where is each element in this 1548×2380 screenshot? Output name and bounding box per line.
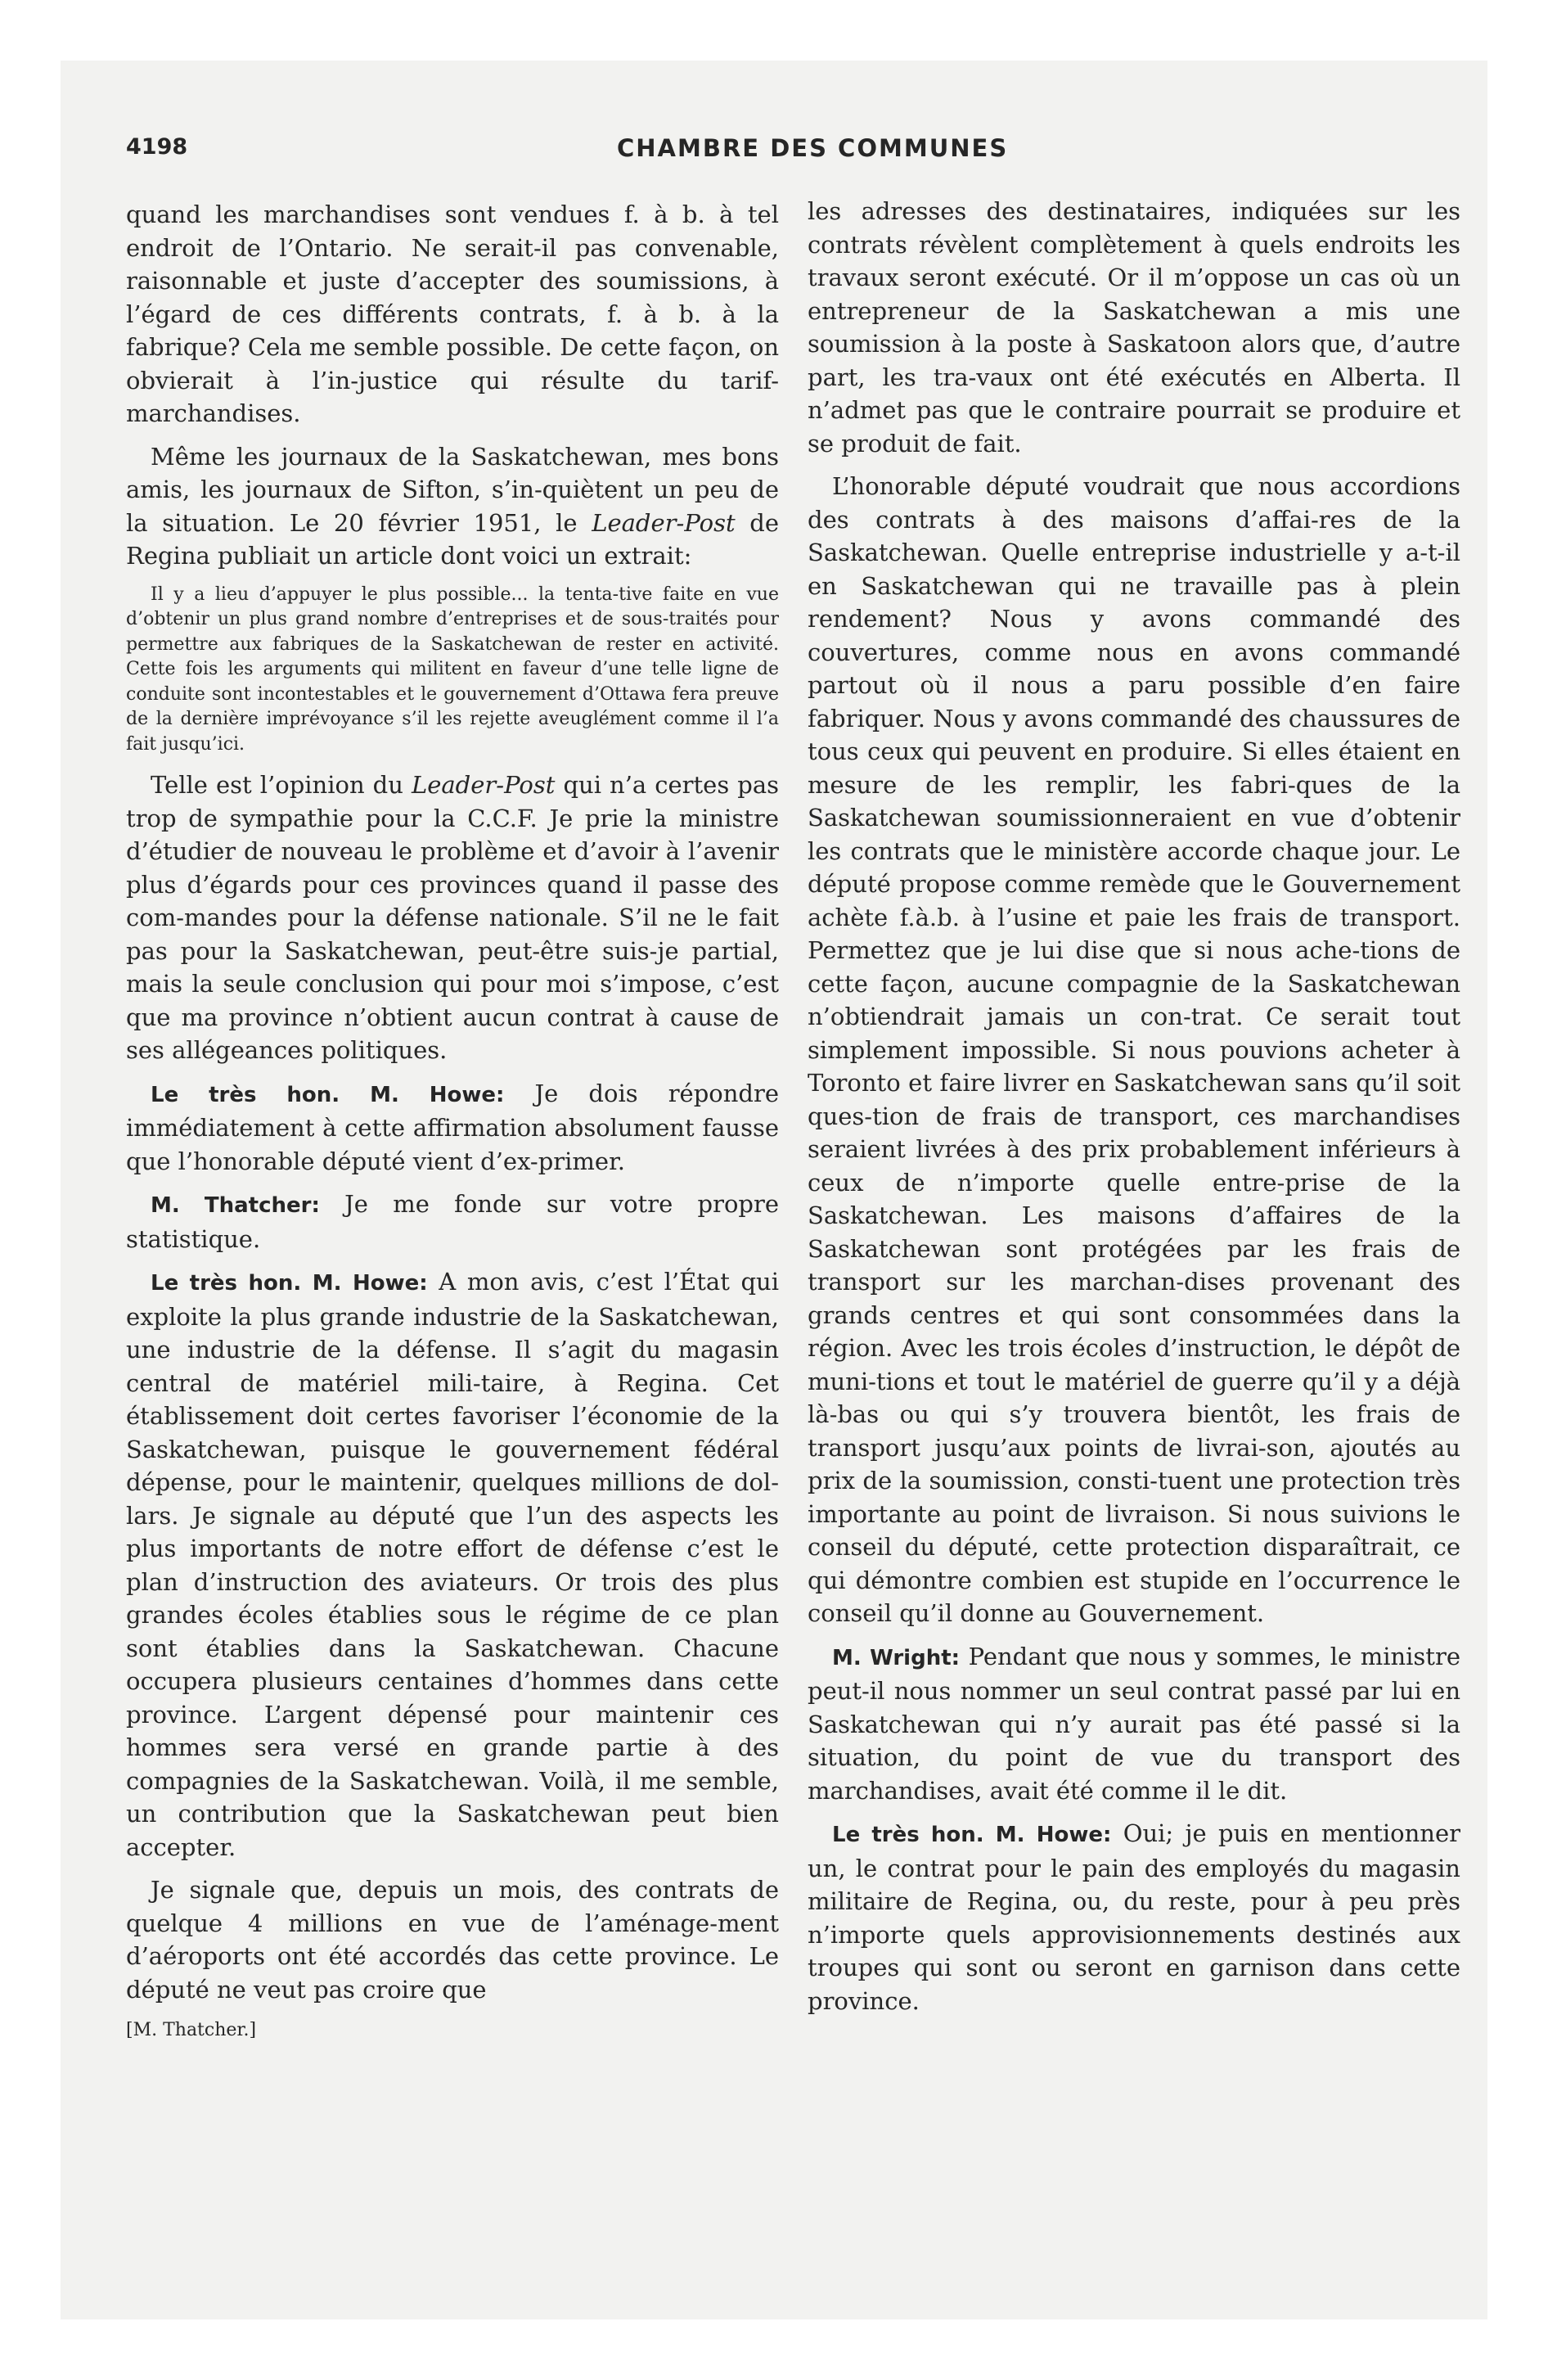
speaker-attribution: [M. Thatcher.] [126,2020,257,2040]
paragraph-text: Même les journaux de la Saskatchewan, mes bons amis, les journaux de Sifton, s’in-quiètent un peu de la situation. Le 20 février 1951, le [126,442,779,537]
newspaper-name: Leader-Post [411,771,556,799]
paragraph-text: Telle est l’opinion du [151,771,412,799]
speech-text: Oui; je puis en mentionner un, le contrat pour le pain des employés du magasin militaire de Regina, ou, du reste, pour à peu près n’importe quels approvisionnements destinés aux troupes qui sont ou seront en garnison dans cette province. [808,1819,1460,2015]
speech-text: Pendant que nous y sommes, le ministre peut-il nous nommer un seul contrat passé par lui en Saskatchewan qui n’y aurait pas été passé si la situation, du point de vue du transport des marchandises, avait été comme il le dit. [808,1642,1460,1805]
running-title: CHAMBRE DES COMMUNES [617,134,1009,162]
speaker-name: Le très hon. M. Howe: [832,1823,1112,1847]
page-number: 4198 [126,134,188,160]
right-column [808,195,1460,2027]
speaker-name: M. Wright: [832,1645,961,1670]
speaker-name: Le très hon. M. Howe: [151,1271,428,1296]
quoted-extract: Il y a lieu d’appuyer le plus possible... la tenta-tive faite en vue d’obtenir un plus grand nombre d’entreprises et de sous-traités pour permettre aux fabriques de la Saskatchewan de rester en activité. Cette fois les arguments qui militent en faveur d’une telle ligne de conduite sont incontestables et le gouvernement d’Ottawa fera preuve de la dernière imprévoyance s’il les rejette aveuglément comme il l’a fait jusqu’ici. [126,584,779,755]
speech [126,1077,779,1179]
paragraph-text: qui n’a certes pas trop de sympathie pour la C.C.F. Je prie la ministre d’étudier de nouveau le problème et d’avoir à l’avenir plus d’égards pour ces provinces quand il passe des com-mandes pour la défense nationale. S’il ne le fait pas pour la Saskatchewan, peut-être suis-je partial, mais la seule conclusion qui pour moi s’impose, c’est que ma province n’obtient aucun contrat à cause de ses allégeances politiques. [126,771,779,1064]
paragraph [126,769,779,1067]
speaker-name: M. Thatcher: [151,1193,320,1218]
newspaper-name: Leader-Post [592,508,736,537]
paragraph: quand les marchandises sont vendues f. à b. à tel endroit de l’Ontario. Ne serait-il pas convenable, raisonnable et juste d’accepter des soumissions, à l’égard de ces différents contrats, f. à b. à la fabrique? Cela me semble possible. De cette façon, on obvierait à l’in-justice qui résulte du tarif-marchandises. [126,201,779,427]
paragraph: Je signale que, depuis un mois, des contrats de quelque 4 millions en vue de l’aménage-ment d’aéroports ont été accordés das cette province. Le député ne veut pas croire que [126,1876,779,2004]
speech [808,1640,1460,1808]
paragraph: L’honorable député voudrait que nous accordions des contrats à des maisons d’affai-res de la Saskatchewan. Quelle entreprise industrielle y a-t-il en Saskatchewan qui ne travaille pas à plein rendement? Nous y avons commandé des couvertures, comme nous en avons commandé partout où il nous a paru possible d’en faire fabriquer. Nous y avons commandé des chaussures de tous ceux qui peuvent en produire. Si elles étaient en mesure de les remplir, les fabri-ques de la Saskatchewan soumissionneraient en vue d’obtenir les contrats que le ministère accorde chaque jour. Le député propose comme remède que le Gouvernement achète f.à.b. à l’usine et paie les frais de transport. Permettez que je lui dise que si nous ache-tions de cette façon, aucune compagnie de la Saskatchewan n’obtiendrait jamais un con-trat. Ce serait tout simplement impossible. Si nous pouvions acheter à Toronto et faire livrer en Saskatchewan sans qu’il soit ques-tion de frais de transport, ces marchandises seraient livrées à des prix probablement inférieurs à ceux de n’importe quelle entre-prise de la Saskatchewan. Les maisons d’affaires de la Saskatchewan sont protégées par les frais de transport sur les marchan-dises provenant des grands centres et qui sont consommées dans la région. Avec les trois écoles d’instruction, le dépôt de muni-tions et tout le matériel de guerre qu’il y a déjà là-bas ou qui s’y trouvera bientôt, les frais de transport jusqu’aux points de livrai-son, ajoutés au prix de la soumission, consti-tuent une protection très importante au point de livraison. Si nous suivions le conseil du député, cette protection disparaîtrait, ce qui démontre combien est stupide en l’occurrence le conseil qu’il donne au Gouvernement. [808,472,1460,1627]
speech [126,1188,779,1255]
left-column [126,198,779,2053]
paragraph: les adresses des destinataires, indiquées sur les contrats révèlent complètement à quels endroits les travaux seront exécuté. Or il m’oppose un cas où un entrepreneur de la Saskatchewan a mis une soumission à la poste à Saskatoon alors que, d’autre part, les tra-vaux ont été exécutés en Alberta. Il n’admet pas que le contraire pourrait se produire et se produit de fait. [808,197,1460,458]
page-header [126,134,1435,175]
document-page [61,61,1487,2319]
speech-text: Je me fonde sur votre propre statistique. [126,1190,779,1253]
speech [126,1265,779,1864]
paragraph-text: de Regina publiait un article dont voici un extrait: [126,508,780,570]
paragraph [126,440,779,573]
speech [808,1817,1460,2017]
speech-text: Je dois répondre immédiatement à cette affirmation absolument fausse que l’honorable député vient d’ex-primer. [126,1079,780,1175]
speech-text: A mon avis, c’est l’État qui exploite la plus grande industrie de la Saskatchewan, une industrie de la défense. Il s’agit du magasin central de matériel mili-taire, à Regina. Cet établissement doit certes favoriser l’économie de la Saskatchewan, puisque le gouvernement fédéral dépense, pour le maintenir, quelques millions de dol-lars. Je signale au député que l’un des aspects les plus importants de notre effort de défense c’est le plan d’instruction des aviateurs. Or trois des plus grandes écoles établies sous le régime de ce plan sont établies dans la Saskatchewan. Chacune occupera plusieurs centaines d’hommes dans cette province. L’argent dépensé pour maintenir ces hommes sera versé en grande partie à des compagnies de la Saskatchewan. Voilà, il me semble, un contribution que la Saskatchewan peut bien accepter. [126,1268,779,1861]
speaker-name: Le très hon. M. Howe: [151,1082,505,1107]
